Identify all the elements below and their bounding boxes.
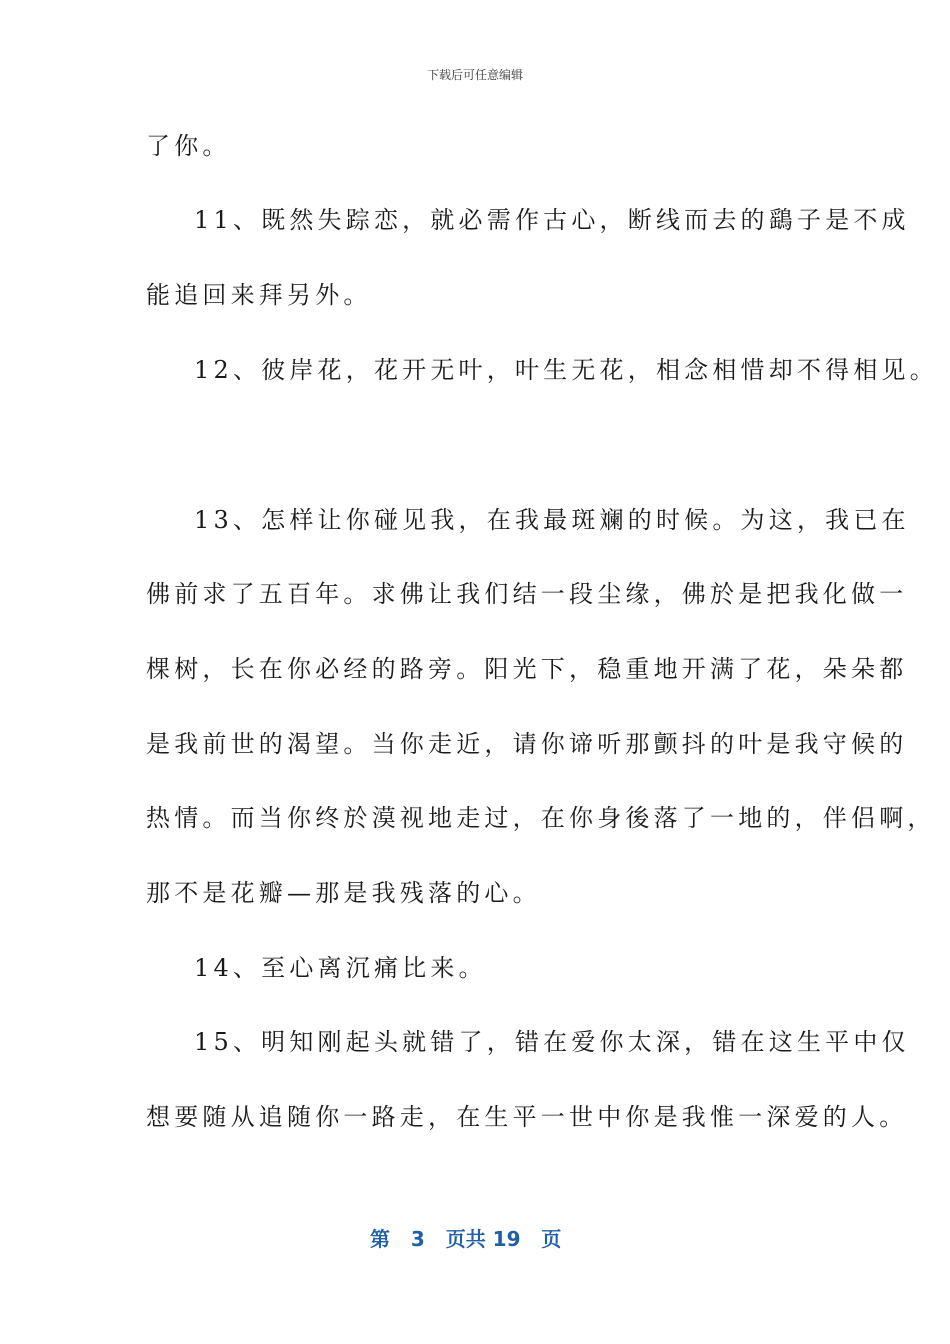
text-line: 那不是花瓣—那是我残落的心。 (146, 879, 541, 907)
text-line: 12、彼岸花，花开无叶，叶生无花，相念相惜却不得相见。 (194, 356, 938, 384)
text-line: 热情。而当你终於漠视地走过，在你身後落了一地的，伴侣啊， (146, 804, 936, 832)
page-header: 下载后可任意编辑 (426, 68, 523, 82)
text-line: 14、至心离沉痛比来。 (194, 954, 487, 982)
total-pages-number: 19 (492, 1227, 521, 1251)
text-line: 13、怎样让你碰见我，在我最斑斓的时候。为这，我已在 (194, 506, 910, 534)
page-number-footer (370, 1226, 561, 1252)
text-line: 能追回来拜另外。 (146, 281, 372, 309)
footer-label-suffix: 页 (541, 1227, 562, 1251)
text-line: 了你。 (146, 132, 231, 160)
text-line: 11、既然失踪恋，就必需作古心，断线而去的鷂子是不成 (194, 206, 910, 234)
text-line: 15、明知刚起头就错了，错在爱你太深，错在这生平中仅 (194, 1028, 910, 1056)
text-line: 是我前世的渴望。当你走近，请你谛听那颤抖的叶是我守候的 (146, 730, 908, 758)
text-line: 棵树，长在你必经的路旁。阳光下，稳重地开满了花，朵朵都 (146, 655, 908, 683)
current-page-number: 3 (410, 1227, 425, 1251)
text-line: 佛前求了五百年。求佛让我们结一段尘缘，佛於是把我化做一 (146, 580, 908, 608)
footer-label-prefix: 第 (370, 1227, 390, 1251)
footer-label-middle: 页共 (445, 1227, 486, 1251)
text-line: 想要随从追随你一路走，在生平一世中你是我惟一深爱的人。 (146, 1103, 908, 1131)
